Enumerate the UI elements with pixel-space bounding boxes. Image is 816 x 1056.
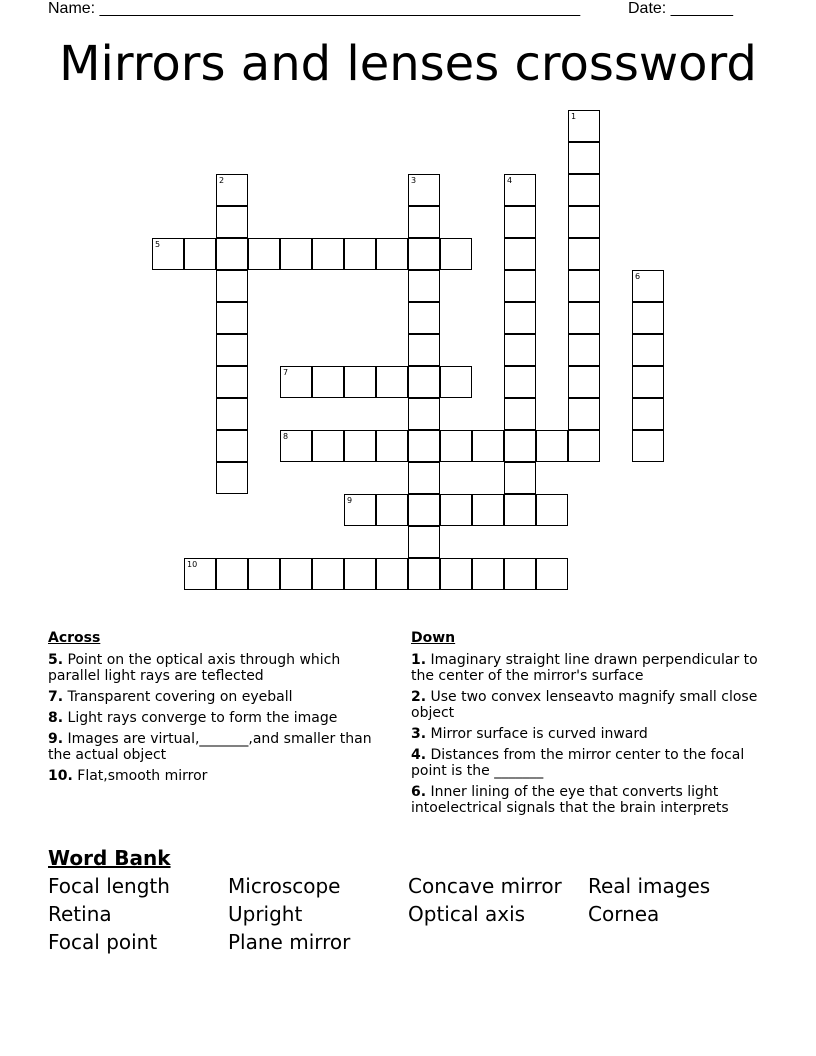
word-bank-title: Word Bank [48,846,171,870]
crossword-cell[interactable] [568,430,600,462]
crossword-cell[interactable] [504,302,536,334]
crossword-cell[interactable] [504,430,536,462]
clue-text: Flat,smooth mirror [72,768,208,784]
down-clue-list [411,652,766,816]
crossword-cell[interactable] [536,558,568,590]
crossword-cell[interactable] [504,558,536,590]
clue-text: Light rays converge to form the image [63,710,338,726]
crossword-cell[interactable] [408,174,440,206]
across-clue-list [48,652,378,784]
clue-number: 2 [219,176,225,185]
crossword-cell[interactable] [632,366,664,398]
crossword-cell[interactable] [440,238,472,270]
crossword-cell[interactable] [312,558,344,590]
crossword-cell[interactable] [408,334,440,366]
across-clue [48,731,378,763]
crossword-cell[interactable] [504,366,536,398]
clue-number: 5 [155,240,161,249]
crossword-cell[interactable] [376,494,408,526]
clue-number: 1. [411,652,427,668]
down-clue [411,689,766,721]
crossword-cell[interactable] [216,462,248,494]
word-bank-item: Upright [228,902,303,926]
word-bank-item: Focal point [48,930,158,954]
word-bank-item: Retina [48,902,112,926]
crossword-cell[interactable] [216,334,248,366]
clue-text: Transparent covering on eyeball [63,689,293,705]
crossword-cell[interactable] [568,366,600,398]
word-bank-item: Microscope [228,874,341,898]
crossword-cell[interactable] [280,366,312,398]
date-field-label[interactable]: Date: _______ [628,0,733,17]
crossword-cell[interactable] [280,558,312,590]
crossword-cell[interactable] [408,366,440,398]
crossword-cell[interactable] [632,270,664,302]
crossword-cell[interactable] [504,462,536,494]
clue-number: 3. [411,726,427,742]
crossword-cell[interactable] [504,334,536,366]
clue-number: 1 [571,112,577,121]
crossword-cell[interactable] [408,270,440,302]
crossword-cell[interactable] [216,430,248,462]
crossword-cell[interactable] [440,494,472,526]
crossword-cell[interactable] [568,238,600,270]
crossword-cell[interactable] [536,494,568,526]
crossword-cell[interactable] [216,558,248,590]
crossword-cell[interactable] [408,430,440,462]
clue-number: 7. [48,689,64,705]
crossword-cell[interactable] [280,430,312,462]
crossword-cell[interactable] [248,558,280,590]
down-clue [411,747,766,779]
crossword-cell[interactable] [632,430,664,462]
crossword-cell[interactable] [344,366,376,398]
crossword-cell[interactable] [472,494,504,526]
clue-text: Images are virtual,_______,and smaller than the actual object [48,731,372,763]
crossword-cell[interactable] [408,462,440,494]
clue-number: 8. [48,710,64,726]
down-heading: Down [411,630,456,646]
crossword-cell[interactable] [440,430,472,462]
crossword-cell[interactable] [312,238,344,270]
clue-number: 5. [48,652,64,668]
crossword-cell[interactable] [312,366,344,398]
crossword-cell[interactable] [504,494,536,526]
clue-number: 4. [411,747,427,763]
across-clue [48,689,378,705]
word-bank-item: Real images [588,874,711,898]
crossword-cell[interactable] [184,238,216,270]
crossword-cell[interactable] [152,238,184,270]
crossword-cell[interactable] [376,238,408,270]
crossword-cell[interactable] [568,270,600,302]
clue-number: 4 [507,176,513,185]
crossword-cell[interactable] [344,238,376,270]
crossword-cell[interactable] [440,558,472,590]
crossword-cell[interactable] [344,494,376,526]
crossword-cell[interactable] [504,206,536,238]
crossword-cell[interactable] [216,238,248,270]
crossword-cell[interactable] [472,430,504,462]
crossword-cell[interactable] [504,270,536,302]
clue-number: 6 [635,272,641,281]
down-clue [411,652,766,684]
crossword-cell[interactable] [248,238,280,270]
crossword-cell[interactable] [440,366,472,398]
clue-number: 9 [347,496,353,505]
crossword-cell[interactable] [216,270,248,302]
down-clue [411,784,766,816]
clue-number: 2. [411,689,427,705]
crossword-cell[interactable] [376,366,408,398]
crossword-cell[interactable] [568,206,600,238]
name-field-label[interactable]: Name: ______________________________________________________ [48,0,581,17]
crossword-cell[interactable] [568,110,600,142]
down-clues [411,630,766,821]
word-bank-item: Cornea [588,902,660,926]
crossword-cell[interactable] [312,430,344,462]
clue-number: 9. [48,731,64,747]
crossword-cell[interactable] [216,398,248,430]
page-title: Mirrors and lenses crossword [59,36,757,92]
crossword-cell[interactable] [408,398,440,430]
clue-number: 3 [411,176,417,185]
crossword-cell[interactable] [344,558,376,590]
crossword-cell[interactable] [504,398,536,430]
crossword-cell[interactable] [472,558,504,590]
clue-text: Distances from the mirror center to the focal point is the _______ [411,747,745,779]
crossword-cell[interactable] [632,302,664,334]
crossword-cell[interactable] [216,174,248,206]
clue-text: Mirror surface is curved inward [426,726,648,742]
clue-number: 10. [48,768,73,784]
clue-number: 8 [283,432,289,441]
crossword-cell[interactable] [536,430,568,462]
crossword-cell[interactable] [504,238,536,270]
crossword-cell[interactable] [568,142,600,174]
crossword-cell[interactable] [632,334,664,366]
crossword-cell[interactable] [408,558,440,590]
crossword-cell[interactable] [376,558,408,590]
clue-text: Imaginary straight line drawn perpendicular to the center of the mirror's surface [411,652,758,684]
crossword-cell[interactable] [408,302,440,334]
crossword-cell[interactable] [408,526,440,558]
across-clue [48,652,378,684]
crossword-cell[interactable] [344,430,376,462]
across-clues [48,630,378,789]
word-bank-item: Focal length [48,874,170,898]
across-clue [48,710,378,726]
clue-number: 10 [187,560,198,569]
crossword-cell[interactable] [568,334,600,366]
word-bank-list [48,874,768,954]
word-bank [48,846,768,954]
clue-text: Inner lining of the eye that converts light intoelectrical signals that the brain interprets [411,784,729,816]
crossword-cell[interactable] [216,302,248,334]
word-bank-item: Optical axis [408,902,526,926]
crossword-cell[interactable] [216,366,248,398]
crossword-cell[interactable] [408,238,440,270]
clue-text: Point on the optical axis through which parallel light rays are teflected [48,652,341,684]
crossword-cell[interactable] [184,558,216,590]
crossword-cell[interactable] [568,174,600,206]
crossword-cell[interactable] [280,238,312,270]
word-bank-item: Concave mirror [408,874,562,898]
across-heading: Across [48,630,101,646]
crossword-cell[interactable] [408,206,440,238]
crossword-cell[interactable] [632,398,664,430]
down-clue [411,726,766,742]
crossword-cell[interactable] [568,302,600,334]
across-clue [48,768,378,784]
clue-number: 6. [411,784,427,800]
clue-text: Use two convex lenseavto magnify small close object [411,689,758,721]
crossword-cell[interactable] [568,398,600,430]
crossword-cell[interactable] [408,494,440,526]
clue-number: 7 [283,368,289,377]
crossword-cell[interactable] [216,206,248,238]
crossword-cell[interactable] [376,430,408,462]
crossword-cell[interactable] [504,174,536,206]
word-bank-item: Plane mirror [228,930,351,954]
